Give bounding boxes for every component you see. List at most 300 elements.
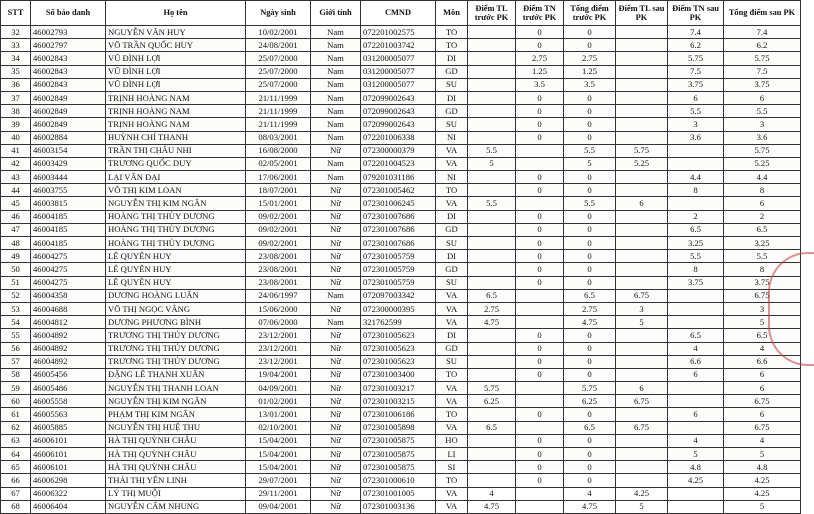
header-stt: STT (1, 1, 31, 26)
cell-diem-tn-sau: 6.5 (668, 223, 724, 236)
cell-ho-ten: NGUYỄN THỊ KIM NGÂN (106, 395, 246, 408)
cell-tong-truoc: 3.5 (564, 78, 616, 91)
cell-tong-truoc: 0 (564, 342, 616, 355)
cell-ngay-sinh: 15/04/2001 (246, 434, 311, 447)
cell-diem-tl-truoc: 5.5 (468, 144, 516, 157)
header-tong-sau: Tổng điểm sau PK (724, 1, 801, 26)
cell-ngay-sinh: 18/07/2001 (246, 184, 311, 197)
cell-tong-truoc: 2.75 (564, 302, 616, 315)
cell-stt: 58 (1, 368, 31, 381)
cell-diem-tn-truoc: 0 (516, 26, 564, 39)
cell-cmnd: 072301003136 (361, 500, 436, 513)
cell-ngay-sinh: 07/06/2000 (246, 316, 311, 329)
cell-gioi-tinh: Nữ (311, 250, 361, 263)
cell-tong-sau: 4.8 (724, 461, 801, 474)
cell-so-bao-danh: 46004185 (31, 210, 106, 223)
cell-gioi-tinh: Nữ (311, 421, 361, 434)
cell-ngay-sinh: 02/05/2001 (246, 157, 311, 170)
cell-tong-truoc: 5.5 (564, 197, 616, 210)
cell-so-bao-danh: 46006404 (31, 500, 106, 513)
table-row (1, 105, 801, 118)
cell-ho-ten: HÀ THỊ QUỲNH CHÂU (106, 448, 246, 461)
cell-ho-ten: THÁI THỊ YẾN LINH (106, 474, 246, 487)
cell-tong-truoc: 0 (564, 131, 616, 144)
cell-tong-truoc: 0 (564, 250, 616, 263)
cell-tong-sau: 6.75 (724, 395, 801, 408)
cell-so-bao-danh: 46005885 (31, 421, 106, 434)
cell-diem-tl-sau: 5.25 (616, 157, 668, 170)
cell-diem-tn-sau: 7.5 (668, 65, 724, 78)
cell-mon: SU (436, 237, 468, 250)
cell-diem-tn-sau: 3.75 (668, 78, 724, 91)
cell-cmnd: 031200005077 (361, 52, 436, 65)
cell-diem-tn-sau (668, 316, 724, 329)
table-row (1, 263, 801, 276)
cell-gioi-tinh: Nam (311, 171, 361, 184)
cell-diem-tl-sau (616, 408, 668, 421)
cell-ho-ten: NGUYỄN VĂN HUY (106, 26, 246, 39)
cell-diem-tl-sau (616, 461, 668, 474)
cell-tong-truoc: 0 (564, 355, 616, 368)
cell-so-bao-danh: 46002849 (31, 105, 106, 118)
cell-tong-truoc: 0 (564, 368, 616, 381)
cell-diem-tn-sau: 3.6 (668, 131, 724, 144)
cell-ngay-sinh: 24/08/2001 (246, 39, 311, 52)
cell-diem-tl-sau: 6.75 (616, 395, 668, 408)
header-gioi-tinh: Giới tính (311, 1, 361, 26)
cell-diem-tl-sau (616, 65, 668, 78)
cell-ho-ten: VÕ TRẦN QUỐC HUY (106, 39, 246, 52)
cell-tong-sau: 8 (724, 263, 801, 276)
table-row (1, 26, 801, 39)
cell-cmnd: 072099002643 (361, 91, 436, 104)
cell-diem-tn-sau: 6 (668, 91, 724, 104)
cell-cmnd: 072201002575 (361, 26, 436, 39)
cell-diem-tn-truoc: 0 (516, 368, 564, 381)
cell-stt: 64 (1, 448, 31, 461)
cell-cmnd: 072201003742 (361, 39, 436, 52)
cell-ho-ten: TRƯƠNG THỊ THÚY DƯƠNG (106, 329, 246, 342)
cell-diem-tn-sau: 6.6 (668, 355, 724, 368)
cell-stt: 51 (1, 276, 31, 289)
cell-ngay-sinh: 01/02/2001 (246, 395, 311, 408)
cell-tong-truoc: 0 (564, 39, 616, 52)
cell-so-bao-danh: 46002843 (31, 78, 106, 91)
cell-diem-tl-truoc (468, 131, 516, 144)
cell-cmnd: 079201031186 (361, 171, 436, 184)
cell-diem-tn-truoc: 0 (516, 91, 564, 104)
cell-tong-truoc: 4.75 (564, 500, 616, 513)
cell-diem-tl-truoc (468, 118, 516, 131)
cell-stt: 40 (1, 131, 31, 144)
header-tong-truoc: Tổng điểm trước PK (564, 1, 616, 26)
cell-mon: VA (436, 500, 468, 513)
cell-stt: 45 (1, 197, 31, 210)
cell-diem-tn-sau (668, 421, 724, 434)
cell-diem-tl-sau: 6 (616, 382, 668, 395)
cell-diem-tn-sau: 6.2 (668, 39, 724, 52)
cell-ngay-sinh: 15/06/2000 (246, 302, 311, 315)
cell-mon: DI (436, 329, 468, 342)
header-ho-ten: Họ tên (106, 1, 246, 26)
cell-tong-sau: 6.75 (724, 421, 801, 434)
cell-diem-tn-truoc: 0 (516, 223, 564, 236)
cell-diem-tn-truoc (516, 487, 564, 500)
cell-stt: 39 (1, 118, 31, 131)
cell-tong-truoc: 0 (564, 408, 616, 421)
cell-gioi-tinh: Nam (311, 78, 361, 91)
cell-diem-tl-truoc: 4.75 (468, 316, 516, 329)
cell-ngay-sinh: 15/04/2001 (246, 448, 311, 461)
cell-ho-ten: DƯƠNG HOÀNG LUÂN (106, 289, 246, 302)
cell-ho-ten: VÕ THỊ NGỌC VÂNG (106, 302, 246, 315)
cell-ho-ten: VŨ ĐÌNH LỢI (106, 65, 246, 78)
cell-so-bao-danh: 46003154 (31, 144, 106, 157)
cell-gioi-tinh: Nữ (311, 395, 361, 408)
cell-stt: 46 (1, 210, 31, 223)
table-row (1, 210, 801, 223)
cell-tong-sau: 3.6 (724, 131, 801, 144)
cell-diem-tl-truoc (468, 355, 516, 368)
cell-so-bao-danh: 46003444 (31, 171, 106, 184)
cell-mon: VA (436, 421, 468, 434)
cell-ngay-sinh: 16/08/2000 (246, 144, 311, 157)
cell-diem-tn-sau: 4 (668, 342, 724, 355)
cell-diem-tn-sau: 4 (668, 434, 724, 447)
cell-diem-tn-truoc: 0 (516, 184, 564, 197)
cell-diem-tl-sau (616, 184, 668, 197)
table-row (1, 78, 801, 91)
cell-diem-tl-sau: 4.25 (616, 487, 668, 500)
cell-stt: 49 (1, 250, 31, 263)
cell-mon: VA (436, 487, 468, 500)
cell-ngay-sinh: 25/07/2000 (246, 65, 311, 78)
cell-gioi-tinh: Nữ (311, 197, 361, 210)
cell-mon: TO (436, 368, 468, 381)
cell-tong-truoc: 0 (564, 91, 616, 104)
cell-gioi-tinh: Nam (311, 157, 361, 170)
cell-diem-tl-truoc (468, 408, 516, 421)
cell-diem-tl-truoc: 6.5 (468, 289, 516, 302)
cell-ho-ten: HÀ THỊ QUỲNH CHÂU (106, 461, 246, 474)
cell-gioi-tinh: Nam (311, 289, 361, 302)
cell-cmnd: 072301005875 (361, 461, 436, 474)
cell-tong-sau: 6 (724, 382, 801, 395)
cell-tong-truoc: 6.25 (564, 395, 616, 408)
cell-diem-tl-truoc: 5.75 (468, 382, 516, 395)
cell-mon: TO (436, 408, 468, 421)
cell-diem-tl-sau (616, 223, 668, 236)
cell-diem-tl-truoc (468, 223, 516, 236)
cell-so-bao-danh: 46004688 (31, 302, 106, 315)
cell-diem-tl-truoc (468, 184, 516, 197)
cell-so-bao-danh: 46006101 (31, 434, 106, 447)
cell-stt: 67 (1, 487, 31, 500)
cell-diem-tn-truoc: 0 (516, 434, 564, 447)
cell-so-bao-danh: 46005558 (31, 395, 106, 408)
cell-tong-sau: 3.25 (724, 237, 801, 250)
cell-ngay-sinh: 29/11/2001 (246, 487, 311, 500)
cell-gioi-tinh: Nữ (311, 408, 361, 421)
cell-ho-ten: TRƯƠNG THỊ THÚY DƯƠNG (106, 355, 246, 368)
cell-so-bao-danh: 46004275 (31, 250, 106, 263)
cell-mon: SU (436, 118, 468, 131)
cell-ho-ten: ĐẶNG LÊ THANH XUÂN (106, 368, 246, 381)
cell-ho-ten: TRƯƠNG QUỐC DUY (106, 157, 246, 170)
cell-mon: VA (436, 144, 468, 157)
header-diem-tl-truoc: Điểm TL trước PK (468, 1, 516, 26)
cell-gioi-tinh: Nam (311, 52, 361, 65)
cell-tong-truoc: 0 (564, 461, 616, 474)
cell-tong-truoc: 0 (564, 237, 616, 250)
cell-cmnd: 072301003400 (361, 368, 436, 381)
cell-ngay-sinh: 17/06/2001 (246, 171, 311, 184)
cell-tong-sau: 4 (724, 342, 801, 355)
cell-diem-tl-sau: 6.75 (616, 421, 668, 434)
cell-diem-tl-sau: 6 (616, 197, 668, 210)
cell-tong-sau: 5 (724, 316, 801, 329)
table-row (1, 52, 801, 65)
cell-stt: 63 (1, 434, 31, 447)
table-row (1, 434, 801, 447)
cell-mon: DI (436, 250, 468, 263)
cell-diem-tl-sau (616, 131, 668, 144)
cell-stt: 52 (1, 289, 31, 302)
cell-diem-tn-truoc: 3.5 (516, 78, 564, 91)
cell-so-bao-danh: 46004185 (31, 237, 106, 250)
cell-tong-sau: 3.75 (724, 276, 801, 289)
cell-ngay-sinh: 10/02/2001 (246, 26, 311, 39)
cell-diem-tl-sau (616, 448, 668, 461)
cell-diem-tl-sau (616, 26, 668, 39)
table-row (1, 316, 801, 329)
cell-ngay-sinh: 15/04/2001 (246, 461, 311, 474)
cell-tong-sau: 6.2 (724, 39, 801, 52)
cell-diem-tn-sau (668, 382, 724, 395)
table-row (1, 368, 801, 381)
cell-stt: 38 (1, 105, 31, 118)
cell-diem-tn-truoc (516, 289, 564, 302)
cell-mon: SI (436, 461, 468, 474)
cell-cmnd: 072301005759 (361, 276, 436, 289)
cell-mon: SU (436, 355, 468, 368)
cell-diem-tl-sau: 3 (616, 302, 668, 315)
cell-cmnd: 031200005077 (361, 78, 436, 91)
cell-diem-tn-truoc (516, 197, 564, 210)
cell-ho-ten: TRƯƠNG THỊ THÚY DƯƠNG (106, 342, 246, 355)
cell-diem-tl-sau (616, 250, 668, 263)
table-body (1, 26, 801, 514)
cell-tong-truoc: 5.75 (564, 382, 616, 395)
cell-diem-tl-sau (616, 355, 668, 368)
cell-diem-tl-truoc (468, 171, 516, 184)
cell-stt: 65 (1, 461, 31, 474)
cell-tong-truoc: 0 (564, 276, 616, 289)
cell-diem-tn-sau: 6 (668, 368, 724, 381)
cell-so-bao-danh: 46002843 (31, 52, 106, 65)
cell-tong-truoc: 1.25 (564, 65, 616, 78)
cell-so-bao-danh: 46004358 (31, 289, 106, 302)
cell-so-bao-danh: 46002849 (31, 91, 106, 104)
cell-cmnd: 072301007686 (361, 210, 436, 223)
cell-diem-tn-truoc: 0 (516, 263, 564, 276)
cell-tong-sau: 5.5 (724, 105, 801, 118)
cell-tong-sau: 6 (724, 91, 801, 104)
cell-diem-tn-sau: 5.75 (668, 52, 724, 65)
cell-mon: TO (436, 39, 468, 52)
cell-stt: 36 (1, 78, 31, 91)
cell-so-bao-danh: 46004812 (31, 316, 106, 329)
cell-cmnd: 072201004523 (361, 157, 436, 170)
cell-diem-tl-truoc (468, 26, 516, 39)
cell-gioi-tinh: Nữ (311, 487, 361, 500)
cell-gioi-tinh: Nữ (311, 382, 361, 395)
cell-gioi-tinh: Nam (311, 26, 361, 39)
cell-diem-tl-sau (616, 434, 668, 447)
cell-diem-tn-truoc: 0 (516, 39, 564, 52)
cell-cmnd: 072301007686 (361, 237, 436, 250)
cell-stt: 44 (1, 184, 31, 197)
cell-tong-sau: 6.5 (724, 223, 801, 236)
cell-so-bao-danh: 46005563 (31, 408, 106, 421)
cell-diem-tn-truoc (516, 382, 564, 395)
cell-tong-truoc: 0 (564, 26, 616, 39)
cell-mon: VA (436, 316, 468, 329)
table-row (1, 131, 801, 144)
cell-diem-tl-truoc (468, 52, 516, 65)
cell-ngay-sinh: 04/09/2001 (246, 382, 311, 395)
cell-diem-tn-truoc (516, 421, 564, 434)
cell-diem-tl-sau (616, 263, 668, 276)
cell-so-bao-danh: 46004892 (31, 329, 106, 342)
table-row (1, 302, 801, 315)
table-row (1, 342, 801, 355)
cell-diem-tl-sau (616, 329, 668, 342)
cell-ho-ten: VŨ ĐÌNH LỢI (106, 78, 246, 91)
cell-diem-tn-sau (668, 500, 724, 513)
cell-stt: 53 (1, 302, 31, 315)
cell-diem-tn-sau: 4.8 (668, 461, 724, 474)
cell-ho-ten: HUỲNH CHÍ THANH (106, 131, 246, 144)
cell-diem-tl-sau: 5 (616, 500, 668, 513)
cell-diem-tl-sau (616, 105, 668, 118)
cell-cmnd: 072301005875 (361, 434, 436, 447)
cell-tong-sau: 7.5 (724, 65, 801, 78)
cell-tong-sau: 2 (724, 210, 801, 223)
table-row (1, 184, 801, 197)
cell-diem-tn-truoc: 0 (516, 276, 564, 289)
cell-diem-tl-sau (616, 39, 668, 52)
cell-ngay-sinh: 21/11/1999 (246, 118, 311, 131)
cell-cmnd: 072301005623 (361, 355, 436, 368)
table-row (1, 408, 801, 421)
cell-so-bao-danh: 46004185 (31, 223, 106, 236)
cell-diem-tl-truoc (468, 39, 516, 52)
cell-tong-truoc: 6.5 (564, 421, 616, 434)
cell-cmnd: 072300000395 (361, 302, 436, 315)
cell-so-bao-danh: 46003815 (31, 197, 106, 210)
cell-ngay-sinh: 25/07/2000 (246, 52, 311, 65)
cell-diem-tl-truoc: 4.75 (468, 500, 516, 513)
cell-diem-tl-truoc (468, 237, 516, 250)
cell-ngay-sinh: 25/07/2000 (246, 78, 311, 91)
cell-diem-tl-truoc (468, 461, 516, 474)
cell-tong-sau: 5.25 (724, 157, 801, 170)
cell-diem-tl-sau: 5 (616, 316, 668, 329)
cell-so-bao-danh: 46003429 (31, 157, 106, 170)
cell-stt: 48 (1, 237, 31, 250)
cell-diem-tn-truoc: 0 (516, 329, 564, 342)
header-row (1, 1, 801, 26)
red-stamp-seal (768, 252, 814, 366)
cell-mon: LI (436, 448, 468, 461)
cell-tong-sau: 7.4 (724, 26, 801, 39)
cell-diem-tl-truoc (468, 368, 516, 381)
cell-ho-ten: LÊ QUYÊN HUY (106, 276, 246, 289)
cell-diem-tl-truoc (468, 78, 516, 91)
cell-cmnd: 072301006186 (361, 408, 436, 421)
cell-stt: 35 (1, 65, 31, 78)
cell-cmnd: 072301005898 (361, 421, 436, 434)
cell-stt: 57 (1, 355, 31, 368)
cell-gioi-tinh: Nam (311, 118, 361, 131)
cell-diem-tn-sau (668, 487, 724, 500)
cell-tong-truoc: 4 (564, 487, 616, 500)
cell-gioi-tinh: Nữ (311, 448, 361, 461)
cell-diem-tn-truoc: 0 (516, 105, 564, 118)
cell-diem-tl-sau (616, 368, 668, 381)
cell-diem-tn-sau: 5.5 (668, 250, 724, 263)
cell-tong-sau: 6.6 (724, 355, 801, 368)
cell-stt: 66 (1, 474, 31, 487)
table-header (1, 1, 801, 26)
cell-mon: DI (436, 210, 468, 223)
table-row (1, 197, 801, 210)
table-row (1, 329, 801, 342)
header-ngay-sinh: Ngày sinh (246, 1, 311, 26)
cell-ho-ten: DƯƠNG PHƯƠNG BÌNH (106, 316, 246, 329)
table-row (1, 39, 801, 52)
cell-diem-tl-truoc (468, 329, 516, 342)
cell-tong-sau: 6.5 (724, 329, 801, 342)
cell-so-bao-danh: 46006298 (31, 474, 106, 487)
cell-gioi-tinh: Nữ (311, 500, 361, 513)
header-diem-tn-sau: Điểm TN sau PK (668, 1, 724, 26)
cell-ngay-sinh: 23/08/2001 (246, 263, 311, 276)
cell-cmnd: 072301003215 (361, 395, 436, 408)
cell-mon: GD (436, 105, 468, 118)
cell-tong-sau: 4 (724, 434, 801, 447)
cell-tong-sau: 6 (724, 408, 801, 421)
cell-tong-truoc: 0 (564, 448, 616, 461)
cell-stt: 37 (1, 91, 31, 104)
cell-tong-sau: 6.75 (724, 289, 801, 302)
cell-diem-tl-truoc (468, 210, 516, 223)
cell-diem-tl-truoc (468, 263, 516, 276)
cell-ho-ten: NGUYỄN THỊ HUỆ THU (106, 421, 246, 434)
cell-tong-truoc: 0 (564, 118, 616, 131)
cell-so-bao-danh: 46006101 (31, 448, 106, 461)
cell-diem-tl-sau (616, 118, 668, 131)
cell-tong-sau: 5.75 (724, 52, 801, 65)
cell-so-bao-danh: 46006322 (31, 487, 106, 500)
header-diem-tn-truoc: Điểm TN trước PK (516, 1, 564, 26)
cell-diem-tn-sau: 7.4 (668, 26, 724, 39)
cell-tong-sau: 3.75 (724, 78, 801, 91)
header-so-bao-danh: Số báo danh (31, 1, 106, 26)
table-row (1, 448, 801, 461)
cell-diem-tl-sau (616, 91, 668, 104)
